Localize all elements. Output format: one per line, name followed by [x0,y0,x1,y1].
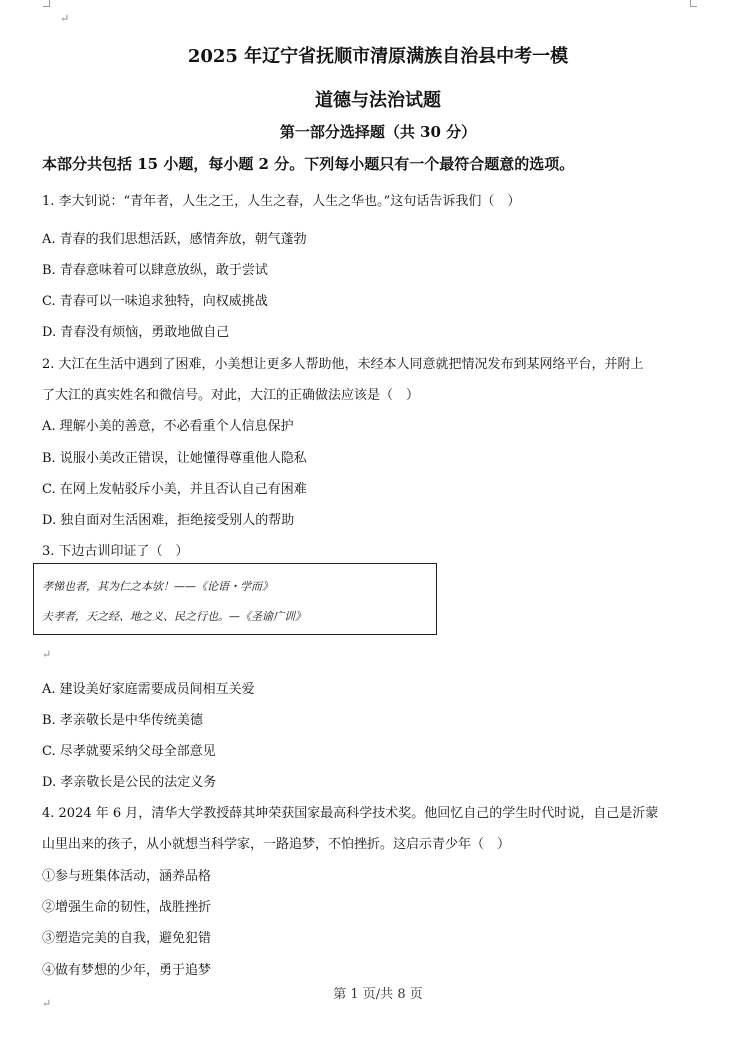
question-1-option-b: B. 青春意味着可以肆意放纵，敢于尝试 [42,263,268,278]
paragraph-mark: ↵ [42,997,52,1010]
question-2-stem-line-2: 了大江的真实姓名和微信号。对此，大江的正确做法应该是（ ） [42,388,420,403]
question-4-item-1: ①参与班集体活动，涵养品格 [42,869,212,884]
question-2-option-c: C. 在网上发帖驳斥小美，并且否认自己有困难 [42,482,307,497]
question-1-option-a: A. 青春的我们思想活跃，感情奔放，朝气蓬勃 [42,232,307,247]
question-3-option-c: C. 尽孝就要采纳父母全部意见 [42,744,216,759]
question-3-stem: 3. 下边古训印证了（ ） [42,544,189,559]
question-1-option-c: C. 青春可以一味追求独特，向权威挑战 [42,294,268,309]
question-2-stem-line-1: 2. 大江在生活中遇到了困难，小美想让更多人帮助他，未经本人同意就把情况发布到某网络平台，并附上 [42,357,644,372]
question-4-item-4: ④做有梦想的少年，勇于追梦 [42,963,212,978]
exam-subject: 道德与法治试题 [315,90,441,111]
page-corner-mark-right [690,0,697,7]
question-4-stem-line-1: 4. 2024 年 6 月，清华大学教授薛其坤荣获国家最高科学技术奖。他回忆自己的学生时代时说，自己是沂蒙 [42,806,659,821]
question-4-item-2: ②增强生命的韧性，战胜挫折 [42,900,212,915]
question-2-option-b: B. 说服小美改正错误，让她懂得尊重他人隐私 [42,451,307,466]
question-3-option-d: D. 孝亲敬长是公民的法定义务 [42,775,217,790]
question-3-option-a: A. 建设美好家庭需要成员间相互关爱 [42,682,255,697]
question-3-option-b: B. 孝亲敬长是中华传统美德 [42,713,203,728]
quote-line-2: 夫孝者，天之经、地之义、民之行也。—《圣谕广训》 [42,610,306,623]
page-footer: 第 1 页/共 8 页 [333,987,423,1002]
question-2-option-d: D. 独自面对生活困难，拒绝接受别人的帮助 [42,513,295,528]
quote-line-1: 孝悌也者，其为仁之本欤！——《论语・学而》 [42,580,273,593]
quote-box [33,563,437,635]
paragraph-mark: ↵ [60,12,70,25]
question-4-stem-line-2: 山里出来的孩子，从小就想当科学家，一路追梦，不怕挫折。这启示青少年（ ） [42,837,511,852]
section-instructions: 本部分共包括 15 小题，每小题 2 分。下列每小题只有一个最符合题意的选项。 [42,155,575,173]
page-corner-mark-left [43,0,50,7]
question-1-stem: 1. 李大钊说：“青年者，人生之王，人生之春，人生之华也。”这句话告诉我们（ ） [42,194,521,209]
paragraph-mark: ↵ [42,648,52,661]
section-heading: 第一部分选择题（共 30 分） [279,123,477,141]
question-2-option-a: A. 理解小美的善意，不必看重个人信息保护 [42,419,294,434]
question-1-option-d: D. 青春没有烦恼，勇敢地做自己 [42,325,230,340]
question-4-item-3: ③塑造完美的自我，避免犯错 [42,931,212,946]
exam-title: 2025 年辽宁省抚顺市清原满族自治县中考一模 [187,46,569,67]
